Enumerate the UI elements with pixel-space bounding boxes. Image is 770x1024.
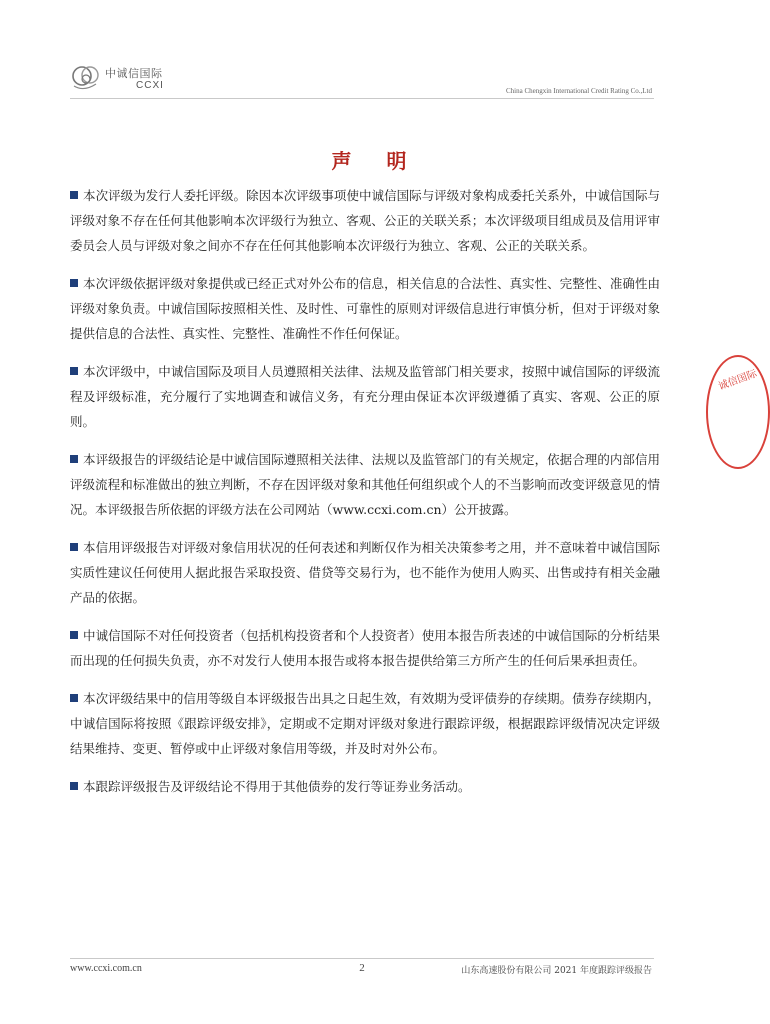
footer-report-title: 山东高速股份有限公司 2021 年度跟踪评级报告 [461, 966, 652, 976]
bullet-square-icon [70, 191, 78, 199]
statement-text: 本跟踪评级报告及评级结论不得用于其他债券的发行等证券业务活动。 [83, 779, 471, 794]
bullet-square-icon [70, 367, 78, 375]
statement-list [70, 183, 660, 812]
statement-paragraph-6 [70, 623, 660, 673]
statement-paragraph-3 [70, 359, 660, 434]
bullet-square-icon [70, 279, 78, 287]
bullet-square-icon [70, 782, 78, 790]
statement-text: 本次评级为发行人委托评级。除因本次评级事项使中诚信国际与评级对象构成委托关系外，中诚信国际与评级对象不存在任何其他影响本次评级行为独立、客观、公正的关联关系；本次评级项目组成员及信用评审委员会人员与评级对象之间亦不存在任何其他影响本次评级行为独立、客观、公正的关联关系。 [70, 188, 660, 253]
official-seal-stamp [706, 355, 770, 469]
statement-text: 本次评级依据评级对象提供或已经正式对外公布的信息，相关信息的合法性、真实性、完整性、准确性由评级对象负责。中诚信国际按照相关性、及时性、可靠性的原则对评级信息进行审慎分析，但对于评级对象提供信息的合法性、真实性、完整性、准确性不作任何保证。 [70, 276, 660, 341]
statement-text: 本次评级结果中的信用等级自本评级报告出具之日起生效，有效期为受评债券的存续期。债券存续期内，中诚信国际将按照《跟踪评级安排》，定期或不定期对评级对象进行跟踪评级，根据跟踪评级情况决定评级结果维持、变更、暂停或中止评级对象信用等级，并及时对外公布。 [70, 691, 660, 756]
logo-chinese-name: 中诚信国际 [105, 67, 163, 80]
footer-divider [70, 958, 654, 959]
bullet-square-icon [70, 543, 78, 551]
statement-text: 中诚信国际不对任何投资者（包括机构投资者和个人投资者）使用本报告所表述的中诚信国际的分析结果而出现的任何损失负责，亦不对发行人使用本报告或将本报告提供给第三方所产生的任何后果承担责任。 [70, 628, 660, 668]
page-title: 声 明 [331, 149, 421, 173]
ccxi-logo-icon [70, 62, 104, 92]
seal-text: 诚信国际 [717, 368, 759, 393]
statement-text: 本评级报告的评级结论是中诚信国际遵照相关法律、法规以及监管部门的有关规定，依据合理的内部信用评级流程和标准做出的独立判断，不存在因评级对象和其他任何组织或个人的不当影响而改变评级意见的情况。本评级报告所依据的评级方法在公司网站（www.ccxi.com.cn）公开披露。 [70, 452, 660, 517]
company-english-name: China Chengxin International Credit Rating Co.,Ltd [505, 87, 652, 95]
ccxi-logo [70, 62, 180, 96]
bullet-square-icon [70, 694, 78, 702]
page-number: 2 [359, 962, 365, 974]
statement-paragraph-5 [70, 535, 660, 610]
footer-website: www.ccxi.com.cn [70, 963, 142, 974]
bullet-square-icon [70, 631, 78, 639]
statement-paragraph-7 [70, 686, 660, 761]
statement-paragraph-8 [70, 774, 660, 799]
logo-english-name: CCXI [136, 80, 164, 91]
statement-text: 本次评级中，中诚信国际及项目人员遵照相关法律、法规及监管部门相关要求，按照中诚信国际的评级流程及评级标准，充分履行了实地调查和诚信义务，有充分理由保证本次评级遵循了真实、客观、公正的原则。 [70, 364, 660, 429]
statement-paragraph-4 [70, 447, 660, 522]
header-divider [70, 98, 654, 99]
statement-text: 本信用评级报告对评级对象信用状况的任何表述和判断仅作为相关决策参考之用，并不意味着中诚信国际实质性建议任何使用人据此报告采取投资、借贷等交易行为，也不能作为使用人购买、出售或持有相关金融产品的依据。 [70, 540, 660, 605]
bullet-square-icon [70, 455, 78, 463]
statement-paragraph-1 [70, 183, 660, 258]
statement-paragraph-2 [70, 271, 660, 346]
